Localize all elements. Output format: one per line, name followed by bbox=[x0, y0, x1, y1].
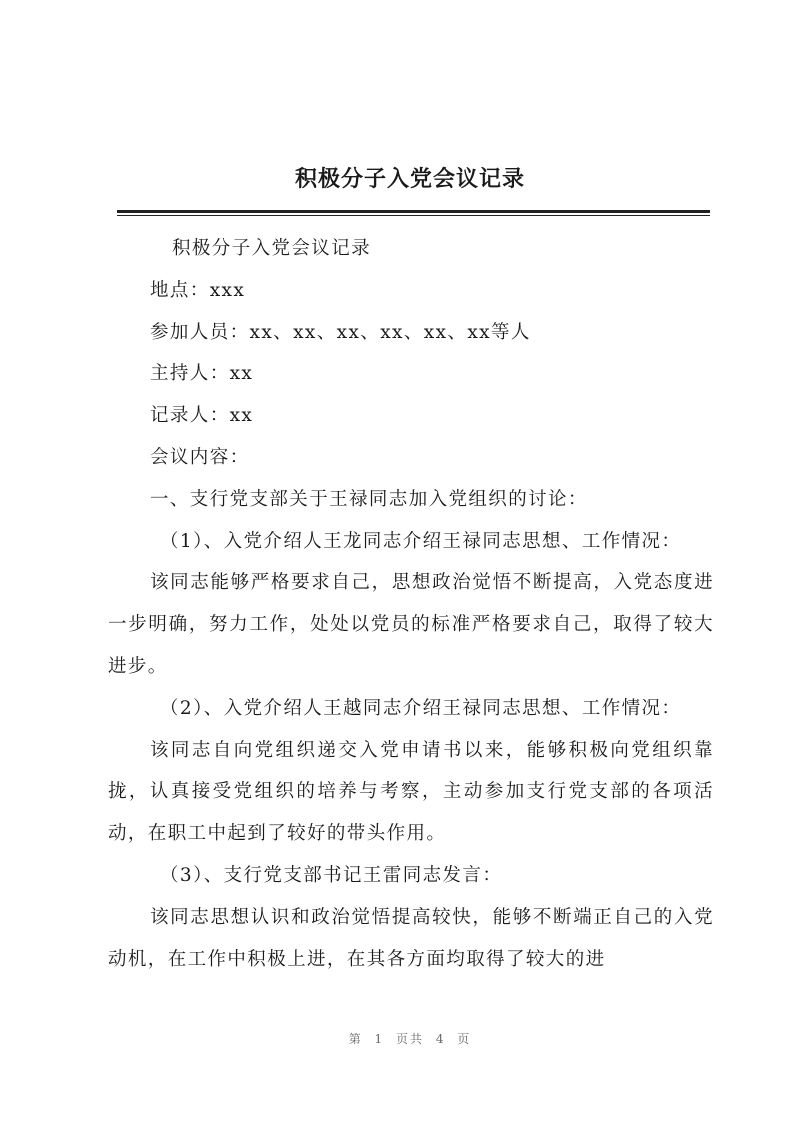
item-heading-3: （3）、支行党支部书记王雷同志发言： bbox=[160, 864, 503, 886]
meeting-content-heading: 会议内容： bbox=[150, 446, 250, 468]
section-heading: 一、支行党支部关于王禄同志加入党组织的讨论： bbox=[150, 488, 588, 510]
item-body-1: 该同志能够严格要求自己，思想政治觉悟不断提高，入党态度进一步明确，努力工作，处处以党员的标准严格要求自己，取得了较大进步。 bbox=[108, 572, 714, 677]
item-body-3: 该同志思想认识和政治觉悟提高较快，能够不断端正自己的入党动机，在工作中积极上进，在其各方面均取得了较大的进 bbox=[108, 906, 714, 970]
title-divider bbox=[117, 210, 710, 213]
document-body bbox=[108, 228, 714, 980]
meeting-attendees: 参加人员：xx、xx、xx、xx、xx、xx等人 bbox=[150, 321, 531, 343]
meeting-location: 地点：xxx bbox=[150, 279, 246, 301]
body-subtitle: 积极分子入党会议记录 bbox=[172, 238, 372, 259]
item-heading-2: （2）、入党介绍人王越同志介绍王禄同志思想、工作情况： bbox=[160, 697, 682, 719]
document-title: 积极分子入党会议记录 bbox=[294, 166, 525, 192]
meeting-recorder: 记录人：xx bbox=[150, 405, 254, 427]
item-heading-1: （1）、入党介绍人王龙同志介绍王禄同志思想、工作情况： bbox=[160, 530, 682, 552]
page-footer: 第 1 页共 4 页 bbox=[348, 1032, 472, 1046]
title-divider-thin bbox=[117, 215, 710, 216]
meeting-host: 主持人：xx bbox=[150, 363, 254, 385]
item-body-2: 该同志自向党组织递交入党申请书以来，能够积极向党组织靠拢，认真接受党组织的培养与考察，主动参加支行党支部的各项活动，在职工中起到了较好的带头作用。 bbox=[108, 739, 714, 845]
